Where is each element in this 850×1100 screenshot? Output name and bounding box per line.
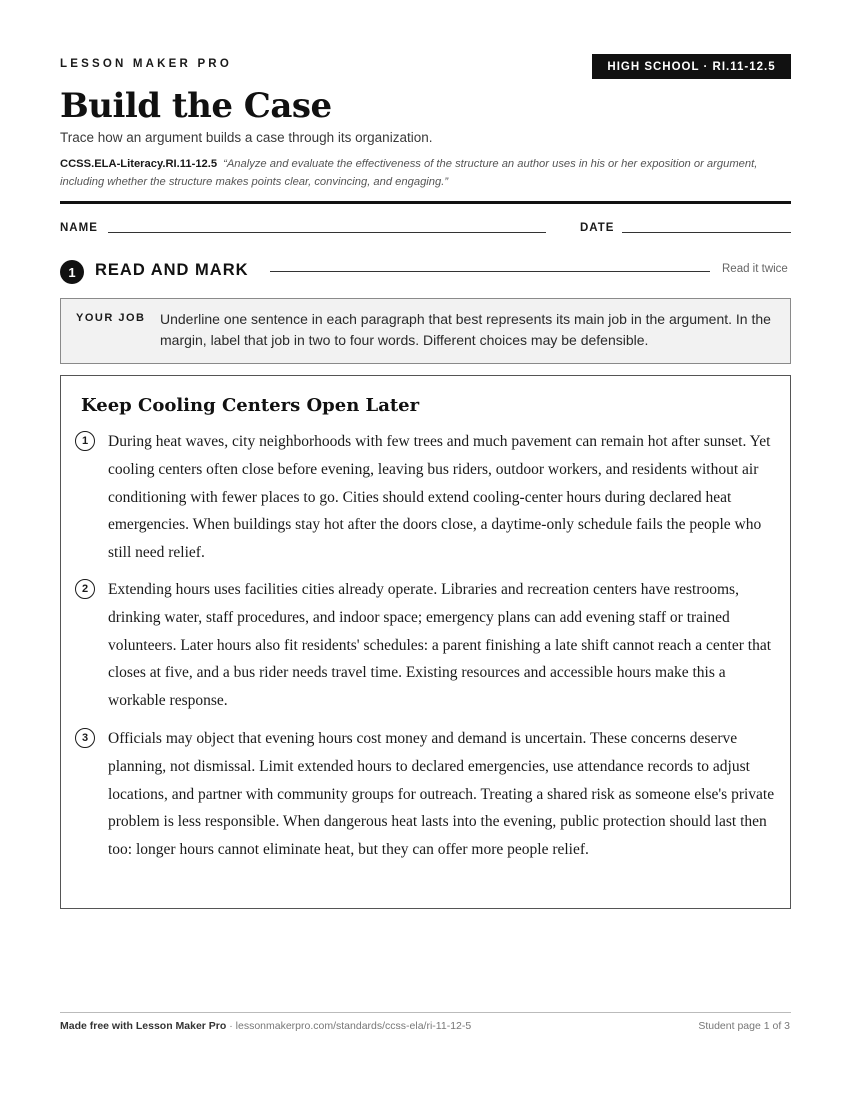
footer-credit xyxy=(60,1020,471,1032)
header-divider xyxy=(60,201,791,204)
date-field-line[interactable] xyxy=(622,232,791,233)
brand-name: LESSON MAKER PRO xyxy=(60,58,232,70)
paragraph-2: Extending hours uses facilities cities already operate. Libraries and recreation centers have restrooms, drinking water, staff procedures, and indoor space; emergency plans can add evening staff or trained volunteers. Later hours also fit residents' schedules: a parent finishing a late shift cannot reach a center that closes at five, and a bus rider needs travel time. Existing resources and accessible hours make this a workable response. xyxy=(108,581,772,710)
section-note: Read it twice xyxy=(722,263,788,275)
footer-url[interactable]: · lessonmakerpro.com/standards/ccss-ela/ri-11-12-5 xyxy=(226,1020,472,1032)
job-instructions-box xyxy=(60,298,791,364)
paragraph-number-3: 3 xyxy=(75,728,95,748)
footer-made-with: Made free with Lesson Maker Pro xyxy=(60,1020,227,1032)
section-divider xyxy=(270,271,710,272)
standard-description xyxy=(60,155,790,191)
passage-title: Keep Cooling Centers Open Later xyxy=(81,395,420,416)
standard-code: CCSS.ELA-Literacy.RI.11-12.5 xyxy=(60,158,218,170)
paragraph-number-1: 1 xyxy=(75,431,95,451)
footer-page-number: Student page 1 of 3 xyxy=(698,1020,790,1032)
date-label: DATE xyxy=(580,222,615,234)
standard-text: “Analyze and evaluate the effectiveness of the structure an author uses in his or her exposition or argument, including whether the structure makes points clear, convincing, and engaging.” xyxy=(60,158,758,188)
job-text: Underline one sentence in each paragraph that best represents its main job in the argument. In the margin, label that job in two to four words. Different choices may be defensible. xyxy=(160,311,771,348)
page-title: Build the Case xyxy=(60,86,332,126)
paragraph-number-2: 2 xyxy=(75,579,95,599)
name-label: NAME xyxy=(60,222,98,234)
passage-box xyxy=(60,375,791,909)
footer-divider xyxy=(60,1012,791,1013)
section-title: READ AND MARK xyxy=(95,261,249,279)
section-number-badge: 1 xyxy=(60,260,84,284)
paragraph-1: During heat waves, city neighborhoods with few trees and much pavement can remain hot after sunset. Yet cooling centers often close before evening, leaving bus riders, outdoor workers, and residents without air conditioning with fewer places to go. Cities should extend cooling-center hours during declared heat emergencies. When buildings stay hot after the doors close, a daytime-only schedule fails the people who still need relief. xyxy=(108,433,771,562)
page-subtitle: Trace how an argument builds a case through its organization. xyxy=(60,130,433,145)
paragraph-3: Officials may object that evening hours cost money and demand is uncertain. These concerns deserve planning, not dismissal. Limit extended hours to declared emergencies, use attendance records to adjust locations, and partner with community groups for outreach. Treating a shared risk as someone else's private problem is less responsible. When dangerous heat lasts into the evening, public protection should last then too: longer hours cannot eliminate heat, but they can offer more people relief. xyxy=(108,730,775,859)
name-field-line[interactable] xyxy=(108,232,546,233)
grade-badge: HIGH SCHOOL · RI.11-12.5 xyxy=(592,54,791,79)
job-label: YOUR JOB xyxy=(76,312,146,324)
